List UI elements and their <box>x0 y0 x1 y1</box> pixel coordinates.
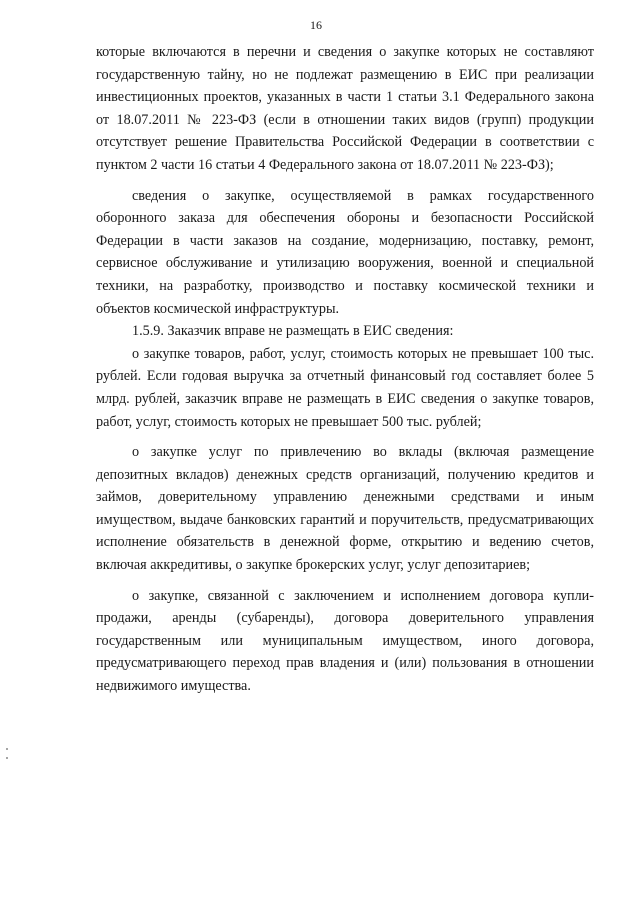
document-body <box>96 41 594 698</box>
paragraph-clause-1-5-9: 1.5.9. Заказчик вправе не размещать в ЕИС сведения: <box>132 323 454 340</box>
paragraph-defense-order: сведения о закупке, осуществляемой в рамках государственного оборонного заказа для обеспечения обороны и безопасности Российской Федерации в части заказов на создание, модернизацию, поставку, ремонт, сервисное обслуживание и утилизацию вооружения, военной и специальной техники, на разработку, производство и поставку космической техники и объектов космической инфраструктуры. <box>96 187 594 317</box>
paragraph-small-purchases: о закупке товаров, работ, услуг, стоимость которых не превышает 100 тыс. рублей. Если годовая выручка за отчетный финансовый год составляет более 5 млрд. рублей, заказчик вправе не размещать в ЕИС сведения о закупке товаров, работ, услуг, стоимость которых не превышает 500 тыс. рублей; <box>96 345 594 430</box>
scan-speck <box>6 748 8 750</box>
paragraph-continuation: которые включаются в перечни и сведения о закупке которых не составляют государственную тайну, но не подлежат размещению в ЕИС при реализации инвестиционных проектов, указанных в части 1 статьи 3.1 Федерального закона от 18.07.2011 № 223-ФЗ (если в отношении таких видов (групп) продукции отсутствует решение Правительства Российской Федерации в соответствии с пунктом 2 части 16 статьи 4 Федерального закона от 18.07.2011 № 223-ФЗ); <box>96 44 594 173</box>
page-number: 16 <box>310 18 322 32</box>
scan-speck <box>6 757 8 759</box>
paragraph-financial-services: о закупке услуг по привлечению во вклады (включая размещение депозитных вкладов) денежных средств организаций, получению кредитов и займов, доверительному управлению денежными средствами и иным имуществом, выдаче банковских гарантий и поручительств, предусматривающих исполнение обязательств в денежной форме, открытию и ведению счетов, включая аккредитивы, о закупке брокерских услуг, услуг депозитариев; <box>96 444 594 574</box>
paragraph-real-estate: о закупке, связанной с заключением и исполнением договора купли-продажи, аренды (субаренды), договора доверительного управления государственным или муниципальным имуществом, иного договора, предусматривающего переход прав владения и (или) пользования в отношении недвижимого имущества. <box>96 587 594 695</box>
